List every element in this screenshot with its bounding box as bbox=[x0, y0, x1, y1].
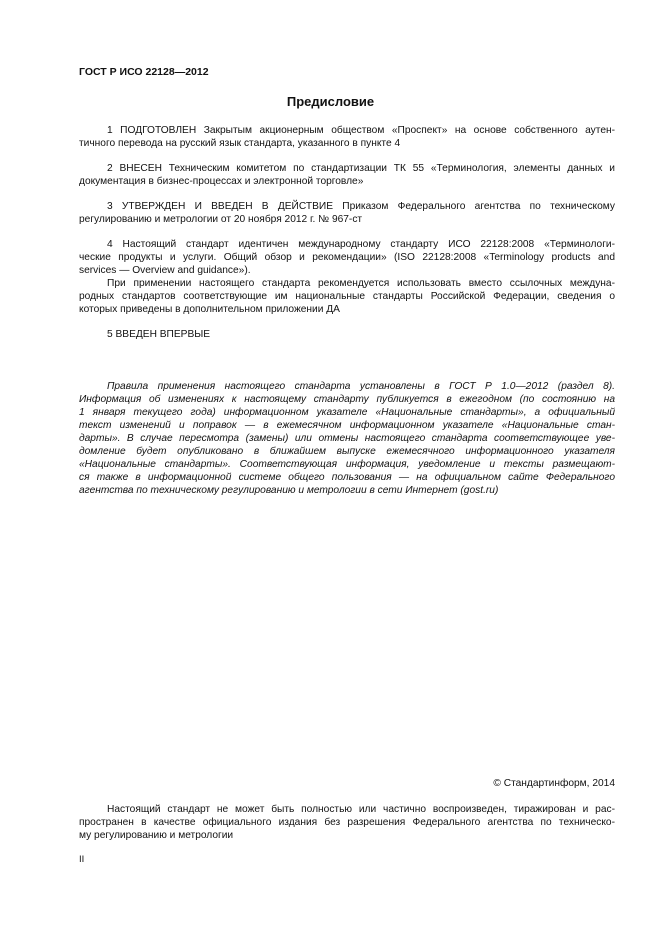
paragraph-4-line-1: 4 Настоящий стандарт идентичен международному стандарту ИСО 22128:2008 «Терминологи- bbox=[107, 239, 615, 250]
paragraph-1-line-2: тичного перевода на русский язык стандарта, указанного в пункте 4 bbox=[79, 138, 401, 149]
copyright: © Стандартинформ, 2014 bbox=[493, 778, 615, 789]
document-code: ГОСТ Р ИСО 22128—2012 bbox=[79, 66, 209, 78]
paragraph-4-line-2: ческие продукты и услуги. Общий обзор и рекомендации» (ISO 22128:2008 «Terminology products and bbox=[79, 252, 615, 263]
notice-line-8: ся также в информационной системе общего пользования — на официальном сайте Федерального bbox=[79, 472, 615, 483]
notice-line-4: текст изменений и поправок — в ежемесячном информационном указателе «Национальные стан- bbox=[79, 420, 615, 431]
paragraph-4-line-5: родных стандартов соответствующие им национальные стандарты Российской Федерации, сведения о bbox=[79, 291, 615, 302]
paragraph-2-line-2: документация в бизнес-процессах и электронной торговле» bbox=[79, 176, 364, 187]
page-title: Предисловие bbox=[286, 94, 375, 109]
paragraph-5-line-1: 5 ВВЕДЕН ВПЕРВЫЕ bbox=[107, 329, 211, 340]
paragraph-3-line-2: регулированию и метрологии от 20 ноября 2012 г. № 967-ст bbox=[79, 214, 363, 225]
notice-line-2: Информация об изменениях к настоящему стандарту публикуется в ежегодном (по состоянию на bbox=[79, 394, 615, 405]
paragraph-4-line-4: При применении настоящего стандарта рекомендуется использовать вместо ссылочных междуна- bbox=[107, 278, 615, 289]
paragraph-1-line-1: 1 ПОДГОТОВЛЕН Закрытым акционерным обществом «Проспект» на основе собственного аутен- bbox=[107, 125, 615, 136]
paragraph-4-line-3: services — Overview and guidance»). bbox=[79, 265, 251, 276]
footer-line-3: му регулированию и метрологии bbox=[79, 830, 234, 841]
notice-line-1: Правила применения настоящего стандарта установлены в ГОСТ Р 1.0—2012 (раздел 8). bbox=[107, 381, 615, 392]
notice-line-7: «Национальные стандарты». Соответствующая информация, уведомление и тексты размещают- bbox=[79, 459, 615, 470]
paragraph-2-line-1: 2 ВНЕСЕН Техническим комитетом по стандартизации ТК 55 «Терминология, элементы данных и bbox=[107, 163, 615, 174]
notice-line-3: 1 января текущего года) информационном указателе «Национальные стандарты», а официальный bbox=[79, 407, 615, 418]
footer-line-2: пространен в качестве официального издания без разрешения Федерального агентства по техническо- bbox=[79, 817, 615, 828]
page-number: II bbox=[79, 854, 85, 865]
notice-line-9: агентства по техническому регулированию и метрологии в сети Интернет (gost.ru) bbox=[79, 485, 499, 496]
notice-line-6: домление будет опубликовано в ближайшем выпуске ежемесячного информационного указателя bbox=[79, 446, 615, 457]
notice-line-5: дарты». В случае пересмотра (замены) или отмены настоящего стандарта соответствующее уве- bbox=[79, 433, 615, 444]
paragraph-4-line-6: которых приведены в дополнительном приложении ДА bbox=[79, 304, 340, 315]
paragraph-3-line-1: 3 УТВЕРЖДЕН И ВВЕДЕН В ДЕЙСТВИЕ Приказом Федерального агентства по техническому bbox=[107, 201, 615, 212]
footer-line-1: Настоящий стандарт не может быть полностью или частично воспроизведен, тиражирован и рас- bbox=[107, 804, 615, 815]
